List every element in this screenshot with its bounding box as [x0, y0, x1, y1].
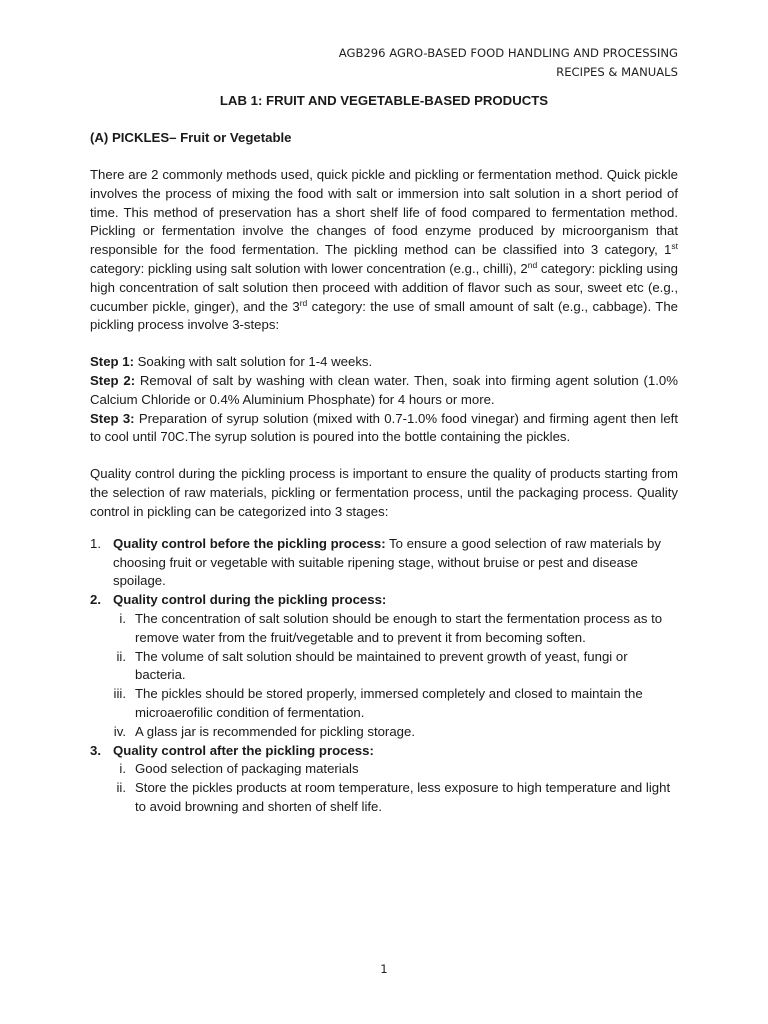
step-label: Step 1: [90, 354, 134, 370]
sub-item-text: Good selection of packaging materials [135, 761, 359, 777]
list-text: To ensure a good selection of raw materials by choosing fruit or vegetable with suitable ripening stage, without bruise or pest and disease spoilage. [113, 535, 661, 589]
intro-text-1: There are 2 commonly methods used, quick pickle and pickling or fermentation method. Quick pickle involves the process of mixing the food with salt or immersion into salt solution in a short period of time. This method of preservation has a short shelf life of food compared to fermentation method. Pickling or fermentation involve the changes of food enzyme produced by microorganism that responsible for the food fermentation. The pickling method can be classified into 3 category, 1 [90, 167, 678, 258]
step-text: Soaking with salt solution for 1-4 weeks. [133, 354, 373, 370]
sub-item-text: A glass jar is recommended for pickling storage. [135, 723, 415, 739]
sub-list-item [90, 610, 678, 648]
roman-numeral: iv. [113, 723, 126, 739]
roman-numeral: ii. [116, 648, 126, 664]
manual-subtitle: RECIPES & MANUALS [556, 65, 678, 79]
list-number: 1. [90, 535, 101, 551]
list-number: 2. [90, 592, 101, 608]
quality-item-before [90, 535, 678, 591]
list-heading: Quality control after the pickling process: [113, 742, 374, 758]
roman-numeral: iii. [113, 686, 126, 702]
superscript-nd: nd [527, 259, 538, 270]
intro-text-2: category: pickling using salt solution with lower concentration (e.g., chilli), 2 [90, 260, 528, 276]
sub-list-item [90, 779, 678, 817]
intro-text-3: category: pickling using high concentration of salt solution then proceed with addition of flavor such as sour, sweet etc (e.g., cucumber pickle, ginger), and the 3 [90, 260, 678, 314]
roman-numeral: ii. [116, 780, 126, 796]
lab-title: LAB 1: FRUIT AND VEGETABLE-BASED PRODUCTS [219, 93, 549, 108]
superscript-st: st [671, 241, 678, 252]
roman-numeral: i. [119, 610, 126, 626]
intro-paragraph [90, 166, 678, 335]
step-label: Step 2: [90, 372, 136, 388]
list-heading: Quality control before the pickling process: [113, 535, 386, 551]
step-text: Removal of salt by washing with clean water. Then, soak into firming agent solution (1.0% Calcium Chloride or 0.4% Aluminium Phosphate) for 4 hours or more. [90, 372, 678, 407]
sub-list-item [90, 723, 678, 742]
sub-item-text: The volume of salt solution should be maintained to prevent growth of yeast, fungi or bacteria. [135, 648, 628, 683]
quality-item-after [90, 742, 678, 761]
sub-list-item [90, 648, 678, 686]
quality-intro-paragraph: Quality control during the pickling process is important to ensure the quality of products starting from the selection of raw materials, pickling or fermentation process, until the packaging process. Quality control in pickling can be categorized into 3 stages: [90, 466, 678, 519]
roman-numeral: i. [119, 761, 126, 777]
page-number: 1 [380, 962, 388, 976]
quality-item-during [90, 591, 678, 610]
sub-list-item [90, 685, 678, 723]
page-header [218, 44, 678, 82]
sub-item-text: The pickles should be stored properly, immersed completely and closed to maintain the microaerofilic condition of fermentation. [135, 686, 643, 720]
course-title: AGB296 AGRO-BASED FOOD HANDLING AND PROCESSING [338, 46, 678, 60]
step-label: Step 3: [90, 410, 135, 426]
steps-list [90, 353, 678, 447]
superscript-rd: rd [299, 297, 308, 308]
list-heading: Quality control during the pickling process: [113, 592, 387, 608]
sub-item-text: Store the pickles products at room temperature, less exposure to high temperature and light to avoid browning and shorten of shelf life. [135, 780, 671, 814]
step-3 [90, 410, 678, 448]
list-number: 3. [90, 742, 101, 758]
intro-text-4: category: the use of small amount of salt (e.g., cabbage). The pickling process involve 3-steps: [90, 298, 678, 333]
step-1 [90, 353, 678, 372]
step-text: Preparation of syrup solution (mixed with 0.7-1.0% food vinegar) and firming agent then left to cool until 70C.The syrup solution is poured into the bottle containing the pickles. [90, 410, 678, 445]
sub-list-item [90, 760, 678, 779]
section-title: (A) PICKLES– Fruit or Vegetable [90, 130, 292, 145]
sub-item-text: The concentration of salt solution should be enough to start the fermentation process as to remove water from the fruit/vegetable and to prevent it from becoming soften. [135, 610, 663, 645]
document-body [90, 92, 678, 817]
step-2 [90, 372, 678, 410]
